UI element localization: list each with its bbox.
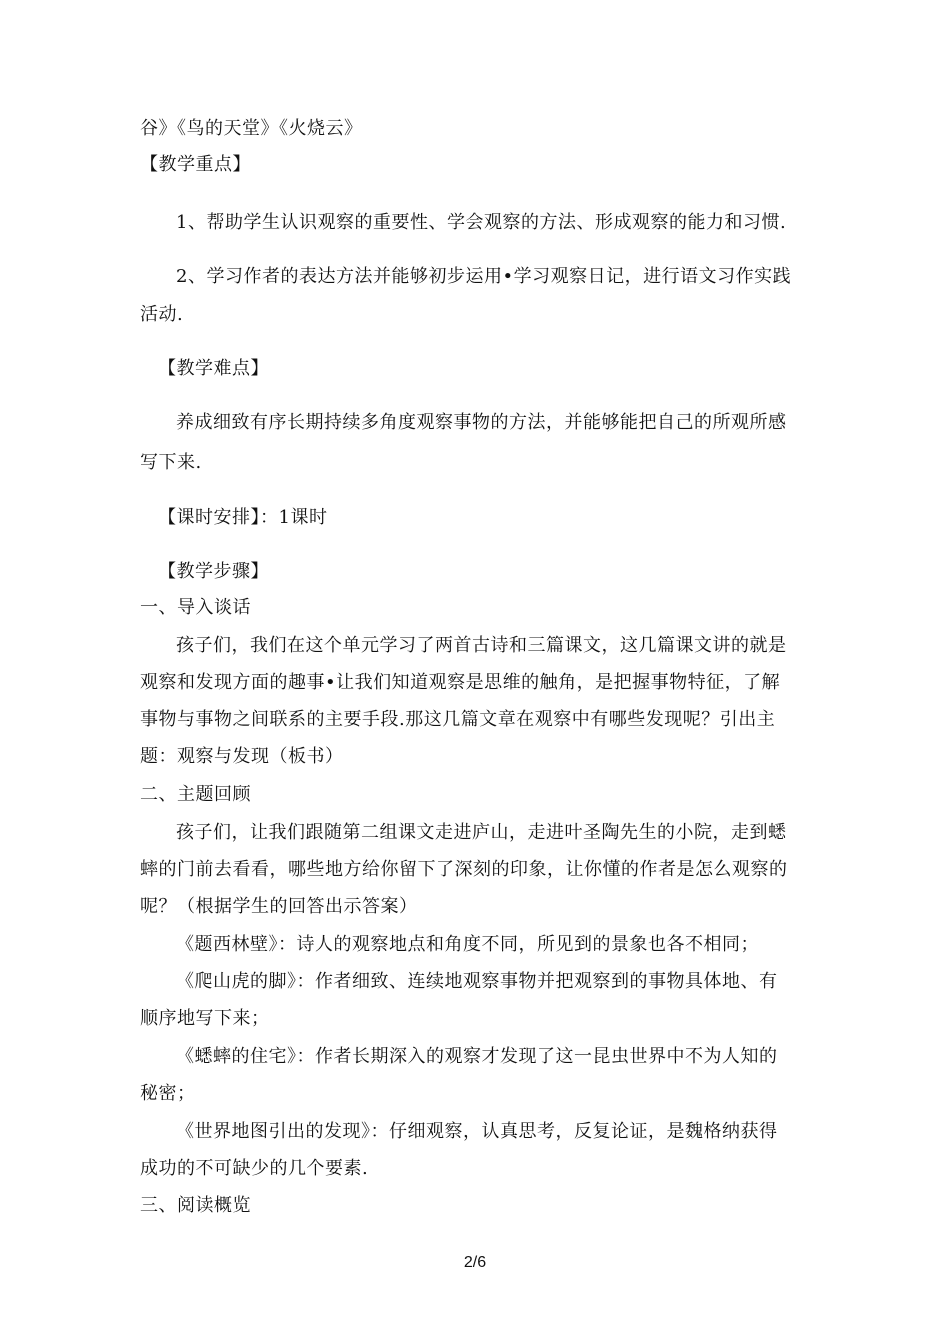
heading-teaching-focus: 【教学重点】 — [140, 154, 251, 175]
heading-teaching-difficulty: 【教学难点】 — [158, 358, 269, 379]
paragraph-line: 《爬山虎的脚》：作者细致、连续地观察事物并把观察到的事物具体地、有 — [176, 971, 778, 992]
difficulty-text: 养成细致有序长期持续多角度观察事物的方法，并能够能把自己的所观所感 — [176, 412, 787, 433]
paragraph-line: 《题西林壁》：诗人的观察地点和角度不同，所见到的景象也各不相同； — [176, 934, 759, 955]
section-heading-1: 一、导入谈话 — [140, 597, 251, 618]
paragraph-line: 事物与事物之间联系的主要手段.那这几篇文章在观察中有哪些发现呢？引出主 — [140, 709, 776, 730]
paragraph-line: 观察和发现方面的趣事•让我们知道观察是思维的触角，是把握事物特征，了解 — [140, 672, 781, 693]
page-number: 2/6 — [463, 1254, 487, 1271]
class-hours: 【课时安排】：1课时 — [158, 507, 328, 528]
paragraph-line: 《蟋蟀的住宅》：作者长期深入的观察才发现了这一昆虫世界中不为人知的 — [176, 1046, 778, 1067]
paragraph-line: 成功的不可缺少的几个要素. — [140, 1158, 369, 1179]
paragraph-line: 秘密； — [140, 1083, 196, 1104]
paragraph-line: 顺序地写下来； — [140, 1008, 270, 1029]
text-line-continuation: 谷》《鸟的天堂》《火烧云》 — [140, 118, 363, 139]
focus-item-2: 2、学习作者的表达方法并能够初步运用•学习观察日记，进行语文习作实践 — [176, 266, 792, 287]
section-heading-3: 三、阅读概览 — [140, 1195, 251, 1216]
paragraph-line: 孩子们，我们在这个单元学习了两首古诗和三篇课文，这几篇课文讲的就是 — [176, 635, 787, 656]
paragraph-line: 呢？（根据学生的回答出示答案） — [140, 896, 418, 917]
heading-teaching-steps: 【教学步骤】 — [158, 561, 269, 582]
paragraph-line: 蟀的门前去看看，哪些地方给你留下了深刻的印象，让你懂的作者是怎么观察的 — [140, 859, 788, 880]
paragraph-line: 《世界地图引出的发现》：仔细观察，认真思考，反复论证，是魏格纳获得 — [176, 1121, 778, 1142]
focus-item-1: 1、帮助学生认识观察的重要性、学会观察的方法、形成观察的能力和习惯. — [176, 212, 787, 233]
paragraph-line: 孩子们，让我们跟随第二组课文走进庐山，走进叶圣陶先生的小院，走到蟋 — [176, 822, 787, 843]
paragraph-line: 题：观察与发现（板书） — [140, 746, 344, 767]
focus-item-2-cont: 活动. — [140, 304, 184, 325]
section-heading-2: 二、主题回顾 — [140, 784, 251, 805]
difficulty-text-cont: 写下来. — [140, 452, 202, 473]
